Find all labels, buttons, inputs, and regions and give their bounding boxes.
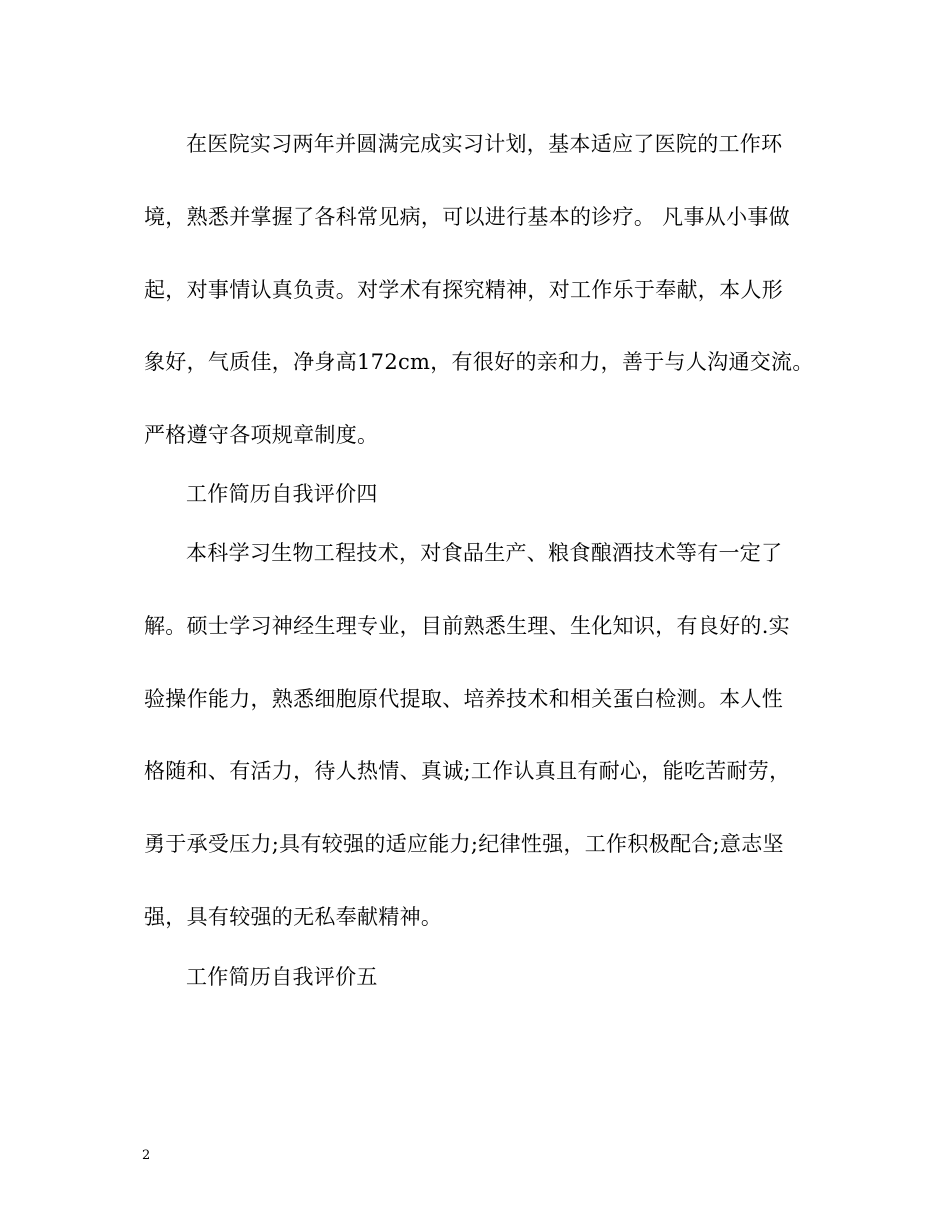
paragraph-line: 格随和、有活力，待人热情、真诚;工作认真且有耐心，能吃苦耐劳， (144, 759, 791, 783)
page-number: 2 (142, 1148, 151, 1163)
paragraph-line: 象好，气质佳，净身高172cm，有很好的亲和力，善于与人沟通交流。 (144, 350, 814, 374)
paragraph-line: 起，对事情认真负责。对学术有探究精神，对工作乐于奉献，本人形 (144, 278, 783, 302)
section-heading: 工作简历自我评价四 (186, 482, 378, 506)
paragraph-line: 本科学习生物工程技术，对食品生产、粮食酿酒技术等有一定了 (186, 541, 783, 565)
paragraph-line: 解。硕士学习神经生理专业，目前熟悉生理、生化知识，有良好的.实 (144, 614, 790, 638)
paragraph-line: 境，熟悉并掌握了各科常见病，可以进行基本的诊疗。 凡事从小事做 (144, 205, 790, 229)
paragraph-line: 在医院实习两年并圆满完成实习计划，基本适应了医院的工作环 (186, 132, 783, 156)
section-heading: 工作简历自我评价五 (186, 965, 378, 989)
paragraph-line: 验操作能力，熟悉细胞原代提取、培养技术和相关蛋白检测。本人性 (144, 687, 783, 711)
paragraph-line: 严格遵守各项规章制度。 (144, 423, 379, 447)
paragraph-line: 勇于承受压力;具有较强的适应能力;纪律性强，工作积极配合;意志坚 (144, 832, 784, 856)
paragraph-line: 强，具有较强的无私奉献精神。 (144, 905, 443, 929)
